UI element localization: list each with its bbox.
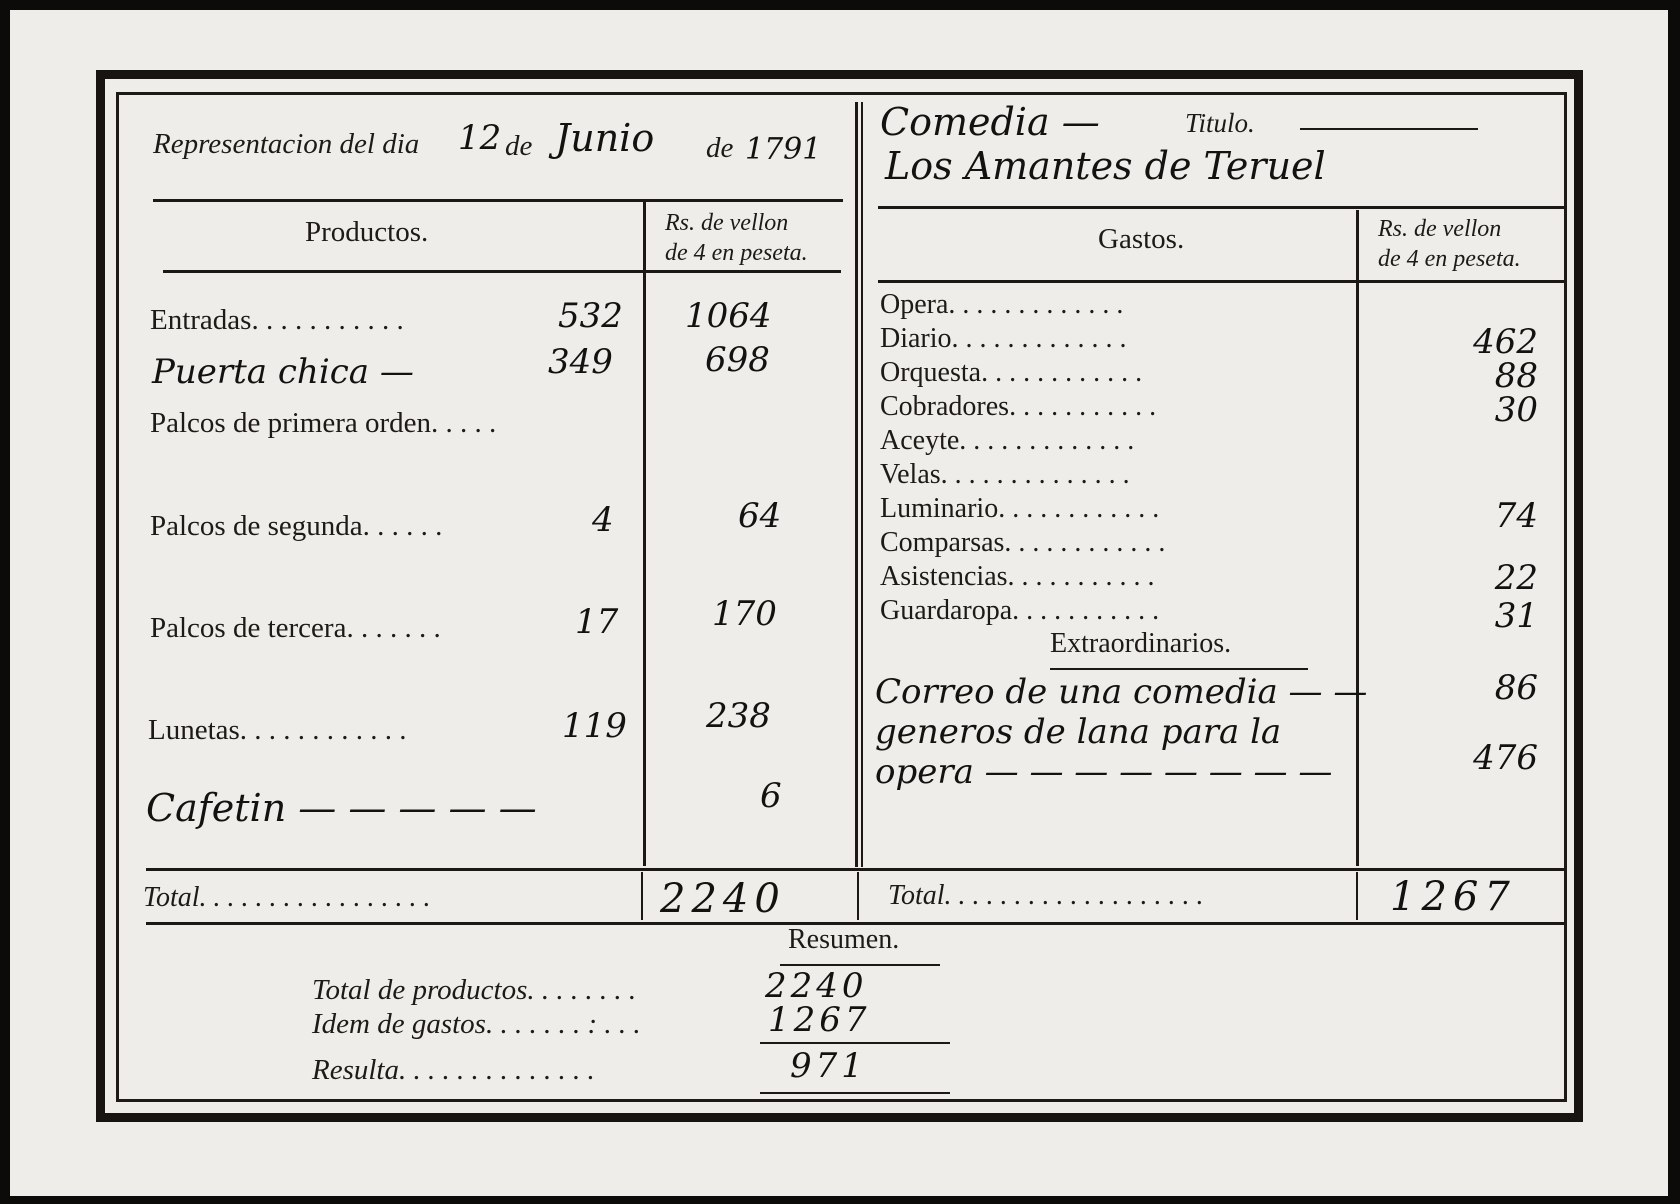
header-titulo-label: Titulo. [1185,108,1255,138]
header-mes: Junio [555,116,655,160]
gastos-unit-l1: Rs. de vellon [1378,216,1502,242]
total-divider-left [641,872,643,920]
center-divider [855,102,858,867]
productos-label: Cafetin — — — — — [146,786,537,830]
gasto-value: 88 [1494,356,1538,396]
header-genero: Comedia — [880,100,1100,144]
extra-label: opera — — — — — — — — [875,752,1333,792]
resumen-label: Total de productos. . . . . . . . [312,974,637,1006]
gasto-label: Luminario. . . . . . . . . . . . [880,493,1160,524]
header-dia: 12 [458,118,502,158]
productos-value: 1064 [685,296,772,336]
resumen-heading: Resumen. [788,924,900,955]
productos-label: Palcos de primera orden. . . . . [150,407,497,439]
resumen-label: Idem de gastos. . . . . . . : . . . [312,1008,641,1040]
extraordinarios-rule [1050,668,1308,670]
gasto-label: Cobradores. . . . . . . . . . . [880,391,1157,422]
productos-count: 4 [592,500,614,540]
productos-value: 64 [738,496,782,536]
extraordinarios-heading: Extraordinarios. [1050,628,1232,659]
gastos-unit-l2: de 4 en peseta. [1378,246,1521,272]
totals-top-rule [146,868,1564,871]
gastos-total-value: 1267 [1390,874,1516,920]
extra-label: Correo de una comedia — — [875,672,1368,712]
gasto-label: Asistencias. . . . . . . . . . . [880,561,1155,592]
gasto-label: Aceyte. . . . . . . . . . . . . [880,425,1135,456]
header-anio: 1791 [745,132,822,167]
header-titulo: Los Amantes de Teruel [885,144,1326,188]
productos-label: Palcos de segunda. . . . . . [150,510,443,542]
gasto-value: 462 [1473,322,1538,362]
resumen-sum-rule [760,1042,950,1044]
productos-label: Entradas. . . . . . . . . . . [150,304,404,336]
productos-heading-rule [163,270,841,273]
gasto-value: 22 [1494,558,1538,598]
gastos-heading-rule [878,280,1564,283]
productos-value: 698 [705,340,770,380]
center-divider-2 [861,102,863,867]
total-divider-right [1356,872,1358,920]
gasto-value: 30 [1494,390,1538,430]
productos-value: 170 [712,594,777,634]
gasto-label: Guardaropa. . . . . . . . . . . [880,595,1160,626]
gasto-label: Orquesta. . . . . . . . . . . . [880,357,1143,388]
resumen-bottom-rule [760,1092,950,1094]
productos-count: 119 [562,706,627,746]
gastos-total-label: Total. . . . . . . . . . . . . . . . . . . [888,880,1204,911]
productos-total-value: 2240 [660,876,786,922]
gastos-heading: Gastos. [1098,223,1185,255]
total-divider-center [857,872,859,920]
productos-heading: Productos. [305,216,429,248]
resumen-value: 2240 [765,966,868,1006]
titulo-underline [1300,128,1478,130]
resumen-label: Resulta. . . . . . . . . . . . . . [312,1054,595,1086]
header-representacion-label: Representacion del dia [153,128,420,160]
resumen-value: 1267 [768,1000,871,1040]
gastos-value-divider [1356,210,1359,866]
productos-label: Lunetas. . . . . . . . . . . . [148,714,407,746]
gasto-label: Diario. . . . . . . . . . . . . [880,323,1127,354]
productos-value: 238 [706,696,771,736]
gasto-label: Velas. . . . . . . . . . . . . . [880,459,1130,490]
productos-value: 6 [760,776,782,816]
productos-count: 349 [548,342,613,382]
productos-label: Palcos de tercera. . . . . . . [150,612,441,644]
productos-value-divider [643,200,646,866]
productos-unit-l2: de 4 en peseta. [665,240,808,266]
header-de-2: de [706,132,734,164]
productos-unit-l1: Rs. de vellon [665,210,789,236]
extra-label: generos de lana para la [875,712,1282,752]
productos-label: Puerta chica — [152,352,414,392]
extra-value: 476 [1473,738,1538,778]
productos-count: 532 [558,296,623,336]
productos-total-label: Total. . . . . . . . . . . . . . . . . [143,882,431,913]
gasto-value: 74 [1494,496,1538,536]
gastos-top-rule [878,206,1564,209]
gasto-label: Comparsas. . . . . . . . . . . . [880,527,1166,558]
gasto-value: 31 [1494,596,1538,636]
productos-count: 17 [575,602,619,642]
resumen-value: 971 [790,1046,867,1086]
extra-value: 86 [1494,668,1538,708]
header-de-1: de [505,130,533,162]
gasto-label: Opera. . . . . . . . . . . . . [880,289,1124,320]
productos-top-rule [153,199,843,202]
